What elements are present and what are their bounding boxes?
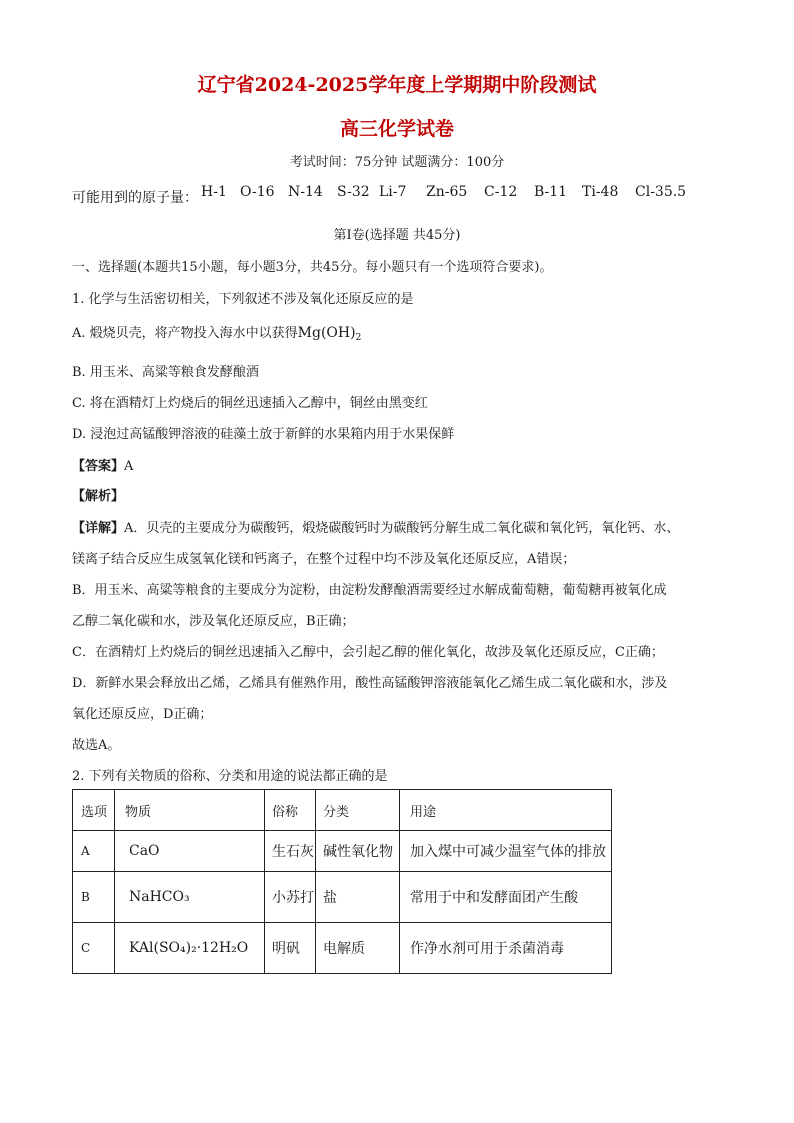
row-common-name: 明矾 xyxy=(265,923,316,974)
row-use: 常用于中和发酵面团产生酸 xyxy=(400,872,612,923)
q1-option-a-formula: Mg(OH) xyxy=(297,325,356,341)
atomic-mass-li: Li-7 xyxy=(379,184,407,200)
table-row xyxy=(73,923,612,974)
row-use: 作净水剂可用于杀菌消毒 xyxy=(400,923,612,974)
atomic-mass-s: S-32 xyxy=(337,184,370,200)
explanation-conclusion: 故选A。 xyxy=(72,738,121,753)
exam-subtitle: 高三化学试卷 xyxy=(339,118,454,140)
row-formula: NaHCO₃ xyxy=(115,872,265,923)
q1-option-a-formula-sub: 2 xyxy=(355,333,362,343)
atomic-mass-b: B-11 xyxy=(534,184,568,200)
explanation-line-1 xyxy=(72,517,679,536)
q2-stem: 2. 下列有关物质的俗称、分类和用途的说法都正确的是 xyxy=(72,769,388,784)
table-row xyxy=(73,831,612,872)
atomic-mass-line xyxy=(72,184,687,207)
table-header-row xyxy=(73,790,612,831)
atomic-mass-o: O-16 xyxy=(240,184,275,200)
section-instructions: 一、选择题(本题共15小题，每小题3分，共45分。每小题只有一个选项符合要求)。 xyxy=(72,260,553,275)
atomic-mass-ti: Ti-48 xyxy=(582,184,619,200)
q2-table xyxy=(72,789,612,974)
table-row xyxy=(73,872,612,923)
exam-info: 考试时间：75分钟 试题满分：100分 xyxy=(289,155,505,170)
answer-label: 【答案】 xyxy=(72,459,125,474)
q1-stem: 1. 化学与生活密切相关，下列叙述不涉及氧化还原反应的是 xyxy=(72,292,414,307)
row-formula: KAl(SO₄)₂·12H₂O xyxy=(115,923,265,974)
row-common-name: 生石灰 xyxy=(265,831,316,872)
q1-option-c: C. 将在酒精灯上灼烧后的铜丝迅速插入乙醇中，铜丝由黑变红 xyxy=(72,396,428,411)
row-option: C xyxy=(73,923,115,974)
explanation-a-part2: 镁离子结合反应生成氢氧化镁和钙离子，在整个过程中均不涉及氧化还原反应，A错误； xyxy=(72,552,576,567)
row-option: B xyxy=(73,872,115,923)
explanation-a-part1: A．贝壳的主要成分为碳酸钙，煅烧碳酸钙时为碳酸钙分解生成二氧化碳和氧化钙，氧化钙、水、 xyxy=(124,521,680,536)
q1-answer xyxy=(72,455,133,474)
row-category: 盐 xyxy=(316,872,400,923)
detail-label: 【详解】 xyxy=(72,521,125,536)
atomic-mass-c: C-12 xyxy=(484,184,518,200)
exam-title: 辽宁省2024-2025学年度上学期期中阶段测试 xyxy=(197,74,597,96)
row-category: 电解质 xyxy=(316,923,400,974)
explanation-b-part1: B．用玉米、高粱等粮食的主要成分为淀粉，由淀粉发酵酿酒需要经过水解成葡萄糖，葡萄糖再被氧化成 xyxy=(72,583,667,598)
atomic-mass-zn: Zn-65 xyxy=(426,184,468,200)
row-formula: CaO xyxy=(115,831,265,872)
row-category: 碱性氧化物 xyxy=(316,831,400,872)
explanation-b-part2: 乙醇二氧化碳和水，涉及氧化还原反应，B正确； xyxy=(72,614,355,629)
atomic-mass-cl: Cl-35.5 xyxy=(635,184,687,200)
q1-option-b: B. 用玉米、高粱等粮食发酵酿酒 xyxy=(72,365,259,380)
q1-option-d: D. 浸泡过高锰酸钾溶液的硅藻土放于新鲜的水果箱内用于水果保鲜 xyxy=(72,427,455,442)
q1-option-a xyxy=(72,322,361,343)
header-option: 选项 xyxy=(73,790,115,831)
header-category: 分类 xyxy=(316,790,400,831)
header-use: 用途 xyxy=(400,790,612,831)
explanation-d-part2: 氧化还原反应，D正确； xyxy=(72,707,213,722)
header-common-name: 俗称 xyxy=(265,790,316,831)
header-substance: 物质 xyxy=(115,790,265,831)
row-option: A xyxy=(73,831,115,872)
explanation-d-part1: D．新鲜水果会释放出乙烯，乙烯具有催熟作用，酸性高锰酸钾溶液能氧化乙烯生成二氧化碳和水，涉及 xyxy=(72,676,668,691)
analysis-label: 【解析】 xyxy=(72,489,125,504)
answer-value: A xyxy=(124,459,134,474)
section-title: 第Ⅰ卷(选择题 共45分) xyxy=(333,228,461,243)
atomic-mass-label: 可能用到的原子量： xyxy=(72,190,198,206)
atomic-mass-n: N-14 xyxy=(288,184,323,200)
explanation-c: C．在酒精灯上灼烧后的铜丝迅速插入乙醇中，会引起乙醇的催化氧化，故涉及氧化还原反应，C正确； xyxy=(72,645,664,660)
q1-option-a-text: A. 煅烧贝壳，将产物投入海水中以获得 xyxy=(72,326,298,341)
row-common-name: 小苏打 xyxy=(265,872,316,923)
atomic-mass-h: H-1 xyxy=(201,184,227,200)
row-use: 加入煤中可减少温室气体的排放 xyxy=(400,831,612,872)
